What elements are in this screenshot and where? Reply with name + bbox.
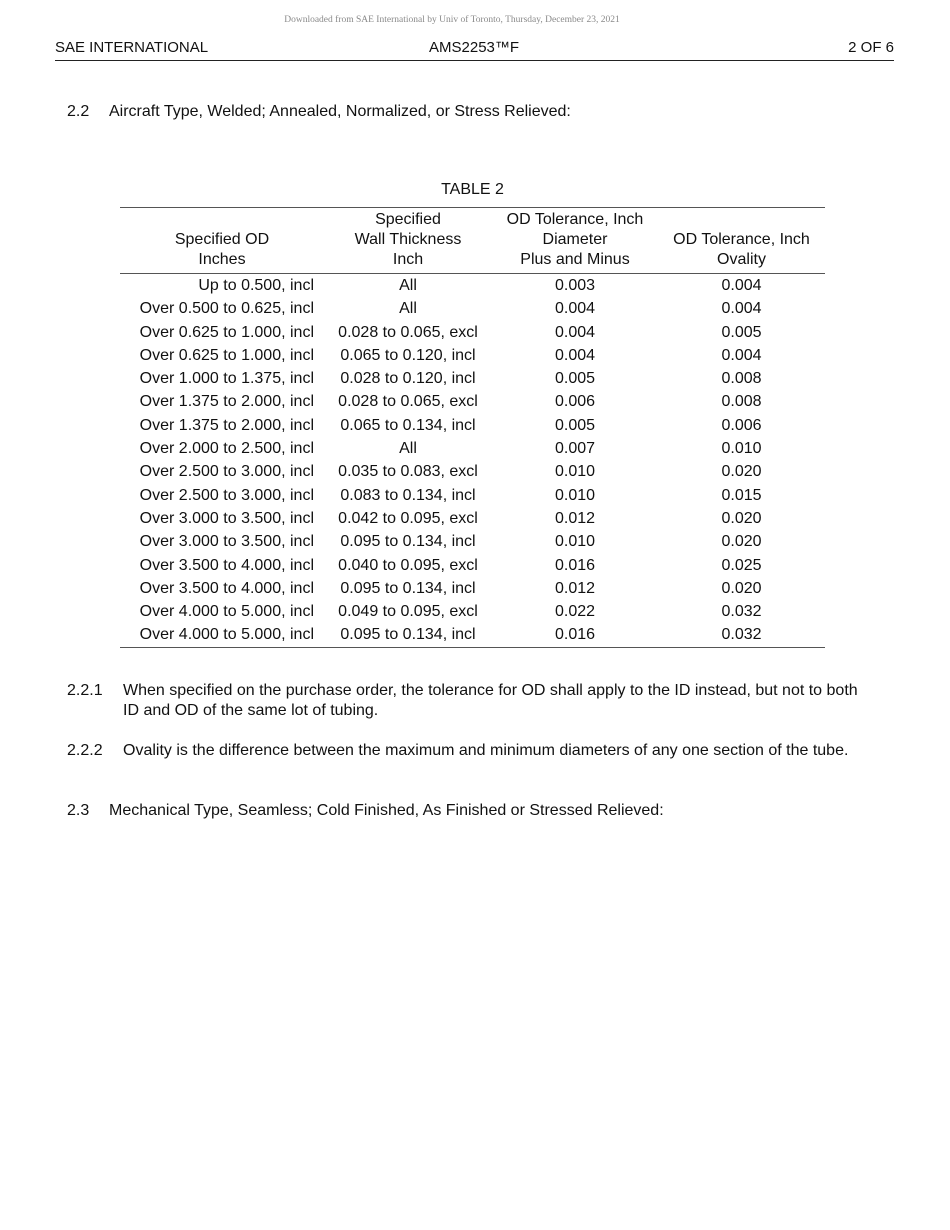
cell-wall-thickness: 0.040 to 0.095, excl (338, 556, 478, 574)
section-number: 2.2 (67, 103, 90, 120)
cell-diameter-tolerance: 0.006 (554, 393, 596, 411)
cell-ovality-tolerance: 0.015 (721, 486, 762, 504)
cell-specified-od: Over 0.625 to 1.000, incl (139, 346, 314, 364)
header-wall-thickness (324, 208, 492, 274)
page-header (55, 38, 894, 61)
header-line: Wall Thickness (354, 231, 462, 248)
table-row (120, 600, 825, 623)
cell-diameter-tolerance: 0.003 (554, 277, 596, 294)
cell-ovality-tolerance: 0.025 (721, 556, 762, 574)
cell-specified-od: Over 0.500 to 0.625, incl (139, 300, 314, 318)
paragraph-text: Ovality is the difference between the maximum and minimum diameters of any one section of the tube. (123, 742, 849, 759)
header-line: Inch (392, 251, 424, 268)
cell-ovality-tolerance: 0.020 (721, 509, 762, 527)
cell-wall-thickness: 0.065 to 0.120, incl (340, 346, 476, 364)
section-title: Aircraft Type, Welded; Annealed, Normalized, or Stress Relieved: (109, 103, 571, 120)
cell-wall-thickness: 0.095 to 0.134, incl (340, 579, 476, 597)
cell-wall-thickness: 0.049 to 0.095, excl (338, 603, 478, 621)
header-ovality-tolerance (658, 208, 825, 274)
table-row (120, 297, 825, 320)
cell-ovality-tolerance: 0.032 (721, 626, 762, 644)
header-line: Plus and Minus (520, 251, 630, 268)
cell-ovality-tolerance: 0.004 (721, 346, 762, 364)
table-row (120, 460, 825, 483)
table-row (120, 554, 825, 577)
cell-specified-od: Over 2.500 to 3.000, incl (139, 463, 314, 481)
cell-wall-thickness: 0.095 to 0.134, incl (340, 626, 476, 644)
header-line: Specified OD (174, 231, 270, 248)
cell-diameter-tolerance: 0.012 (554, 509, 596, 527)
cell-ovality-tolerance: 0.006 (721, 416, 762, 434)
cell-wall-thickness: 0.042 to 0.095, excl (338, 509, 478, 527)
cell-ovality-tolerance: 0.004 (721, 277, 762, 294)
table-row (120, 437, 825, 460)
cell-wall-thickness: All (399, 277, 417, 294)
cell-diameter-tolerance: 0.010 (554, 533, 596, 551)
table-row (120, 414, 825, 437)
header-diameter-tolerance (492, 208, 658, 274)
cell-specified-od: Over 3.000 to 3.500, incl (139, 509, 314, 527)
cell-wall-thickness: 0.065 to 0.134, incl (340, 416, 476, 434)
cell-specified-od: Over 4.000 to 5.000, incl (139, 626, 314, 644)
cell-wall-thickness: 0.083 to 0.134, incl (340, 486, 476, 504)
header-line: OD Tolerance, Inch (506, 211, 644, 228)
paragraph-text: When specified on the purchase order, the tolerance for OD shall apply to the ID instead, but not to both ID and OD of the same lot of tubing. (123, 682, 858, 719)
cell-wall-thickness: 0.035 to 0.083, excl (338, 463, 478, 481)
cell-specified-od: Over 1.000 to 1.375, incl (139, 370, 314, 388)
cell-diameter-tolerance: 0.010 (554, 486, 596, 504)
cell-diameter-tolerance: 0.022 (554, 603, 596, 621)
paragraph-2-2-2 (67, 741, 867, 761)
cell-wall-thickness: All (399, 300, 417, 318)
cell-ovality-tolerance: 0.008 (721, 370, 762, 388)
cell-ovality-tolerance: 0.008 (721, 393, 762, 411)
cell-specified-od: Over 1.375 to 2.000, incl (139, 393, 314, 411)
cell-diameter-tolerance: 0.016 (554, 556, 596, 574)
section-number: 2.3 (67, 802, 90, 819)
download-watermark: Downloaded from SAE International by Univ of Toronto, Thursday, December 23, 2021 (284, 15, 620, 25)
cell-diameter-tolerance: 0.010 (554, 463, 596, 481)
page-number: 2 OF 6 (848, 39, 894, 56)
tolerance-table (120, 207, 825, 648)
cell-ovality-tolerance: 0.032 (721, 603, 762, 621)
cell-ovality-tolerance: 0.020 (721, 533, 762, 551)
header-line: OD Tolerance, Inch (673, 231, 810, 248)
table-row (120, 577, 825, 600)
cell-specified-od: Over 3.500 to 4.000, incl (139, 579, 314, 597)
cell-specified-od: Over 0.625 to 1.000, incl (139, 323, 314, 341)
cell-diameter-tolerance: 0.004 (554, 346, 596, 364)
cell-ovality-tolerance: 0.010 (721, 440, 762, 458)
header-specified-od (120, 208, 324, 274)
publisher-name: SAE INTERNATIONAL (55, 39, 209, 56)
cell-wall-thickness: 0.028 to 0.065, excl (338, 323, 478, 341)
table-header-row (120, 208, 825, 274)
cell-wall-thickness: All (399, 440, 417, 458)
cell-ovality-tolerance: 0.020 (721, 579, 762, 597)
cell-specified-od: Over 3.000 to 3.500, incl (139, 533, 314, 551)
section-2-3-heading (67, 801, 664, 821)
cell-ovality-tolerance: 0.004 (721, 300, 762, 318)
table-row (120, 321, 825, 344)
section-title: Mechanical Type, Seamless; Cold Finished, As Finished or Stressed Relieved: (109, 802, 664, 819)
cell-diameter-tolerance: 0.007 (554, 440, 596, 458)
paragraph-2-2-1 (67, 681, 867, 721)
table-row (120, 623, 825, 647)
cell-wall-thickness: 0.095 to 0.134, incl (340, 533, 476, 551)
cell-diameter-tolerance: 0.005 (554, 416, 596, 434)
header-line: Specified (375, 211, 441, 228)
cell-specified-od: Over 2.500 to 3.000, incl (139, 486, 314, 504)
header-line: Ovality (717, 251, 766, 268)
table-row (120, 274, 825, 298)
table-title: TABLE 2 (441, 181, 504, 198)
cell-diameter-tolerance: 0.012 (554, 579, 596, 597)
cell-ovality-tolerance: 0.020 (721, 463, 762, 481)
table-row (120, 484, 825, 507)
cell-specified-od: Over 3.500 to 4.000, incl (139, 556, 314, 574)
paragraph-number: 2.2.1 (67, 682, 103, 699)
table-row (120, 367, 825, 390)
cell-wall-thickness: 0.028 to 0.065, excl (338, 393, 478, 411)
cell-wall-thickness: 0.028 to 0.120, incl (340, 370, 476, 388)
document-number: AMS2253™F (429, 39, 520, 56)
cell-diameter-tolerance: 0.016 (554, 626, 596, 644)
header-line: Inches (198, 251, 246, 268)
cell-specified-od: Over 4.000 to 5.000, incl (139, 603, 314, 621)
table-row (120, 507, 825, 530)
cell-specified-od: Up to 0.500, incl (198, 277, 314, 294)
table-row (120, 390, 825, 413)
header-line: Diameter (542, 231, 608, 248)
paragraph-number: 2.2.2 (67, 742, 103, 759)
cell-specified-od: Over 1.375 to 2.000, incl (139, 416, 314, 434)
cell-diameter-tolerance: 0.004 (554, 300, 596, 318)
table-row (120, 344, 825, 367)
cell-diameter-tolerance: 0.004 (554, 323, 596, 341)
cell-diameter-tolerance: 0.005 (554, 370, 596, 388)
section-2-2-heading (67, 102, 571, 122)
cell-ovality-tolerance: 0.005 (721, 323, 762, 341)
table-row (120, 530, 825, 553)
cell-specified-od: Over 2.000 to 2.500, incl (139, 440, 314, 458)
